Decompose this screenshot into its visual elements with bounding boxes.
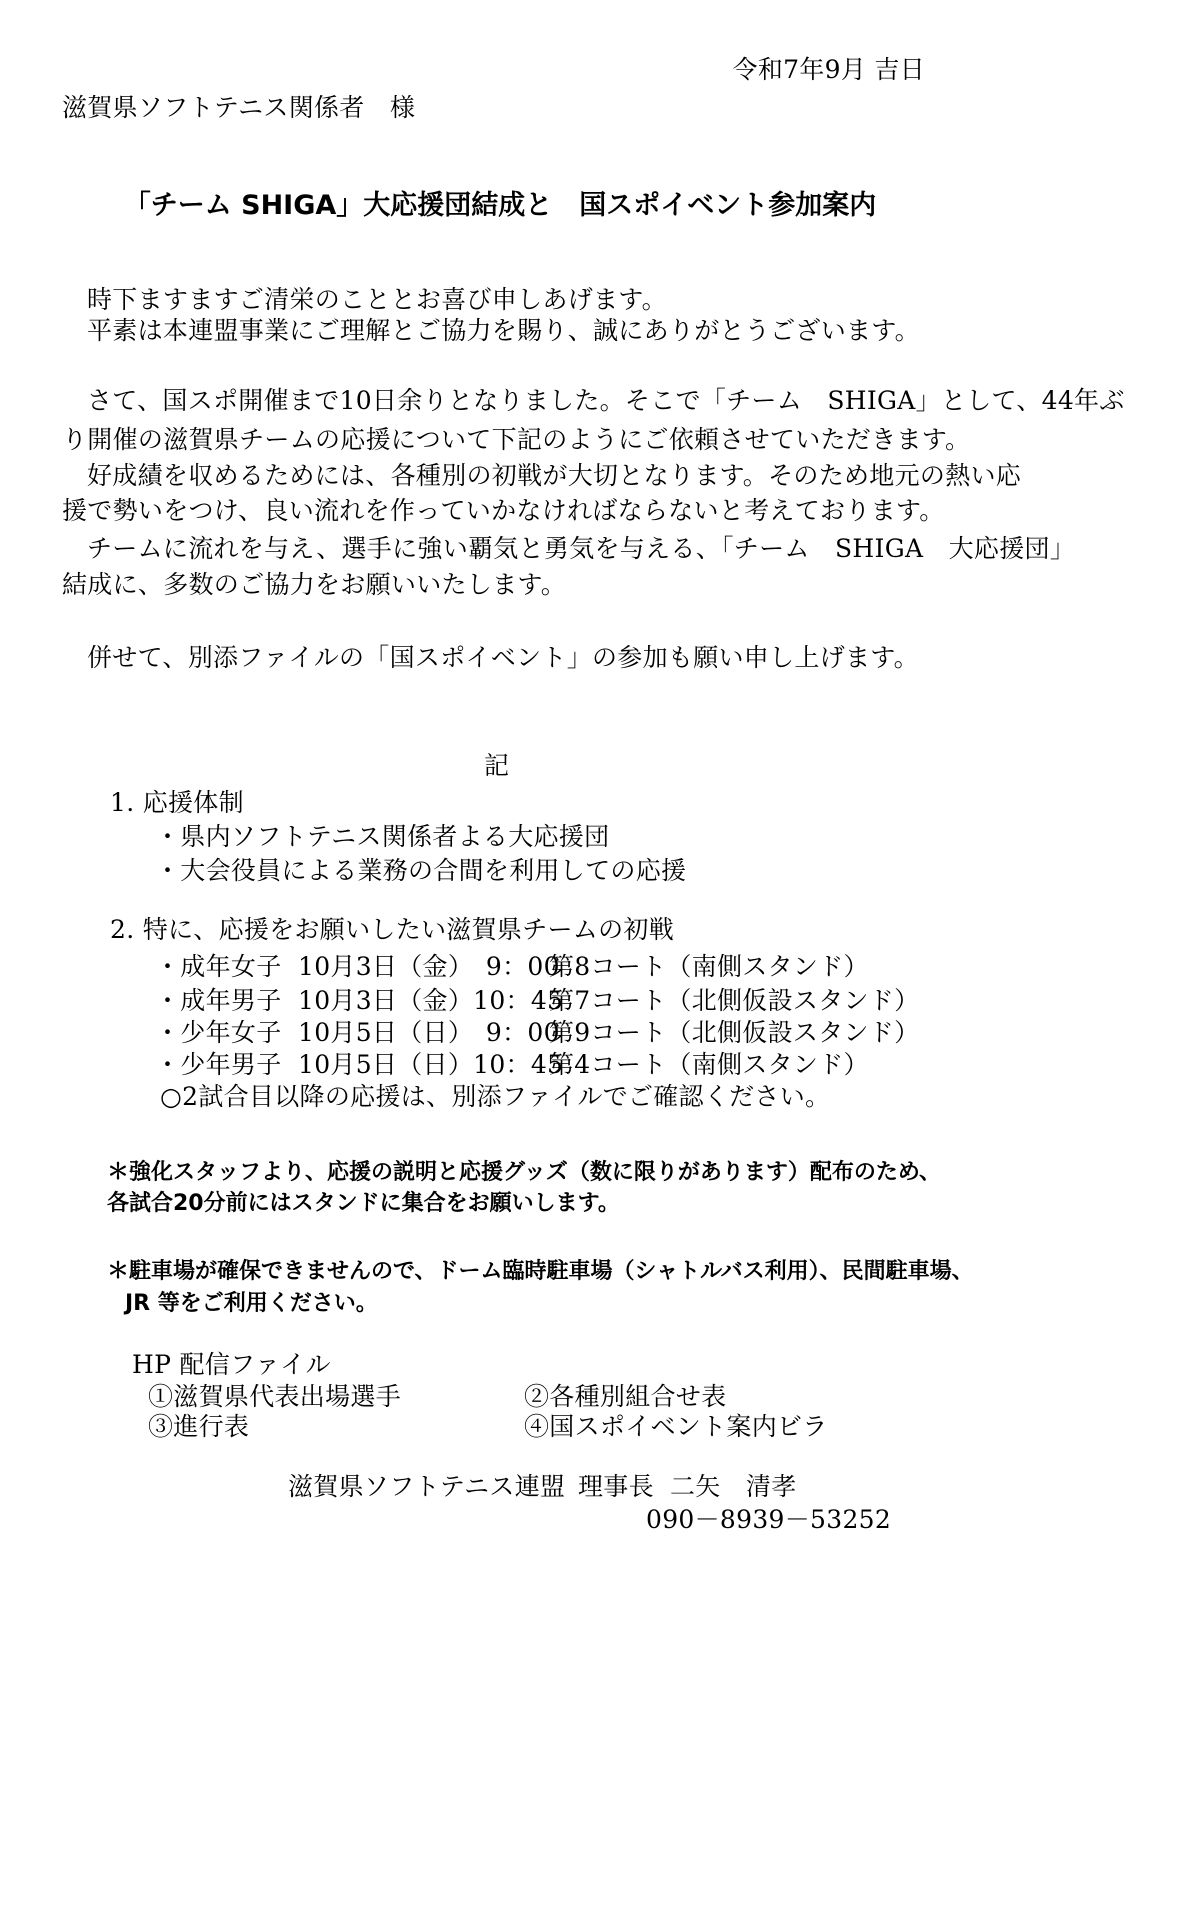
match-datetime: 10月5日（日）10：45 (298, 1050, 564, 1079)
date: 令和7年9月 吉日 (732, 55, 925, 84)
match-category: ・少年女子 (155, 1018, 282, 1047)
document-title: 「チーム SHIGA」大応援団結成と 国スポイベント参加案内 (123, 190, 877, 221)
section-1-item: ・県内ソフトテニス関係者よる大応援団 (155, 822, 610, 851)
greeting-line-2: 平素は本連盟事業にご理解とご協力を賜り、誠にありがとうございます。 (87, 316, 920, 345)
paragraph-1-line-2: り開催の滋賀県チームの応援について下記のようにご依頼させていただきます。 (62, 425, 971, 454)
staff-note-line-1: ＊強化スタッフより、応援の説明と応援グッズ（数に限りがあります）配布のため、 (107, 1160, 942, 1185)
paragraph-2-line-2: 援で勢いをつけ、良い流れを作っていかなければならないと考えております。 (62, 496, 945, 525)
paragraph-4: 併せて、別添ファイルの「国スポイベント」の参加も願い申し上げます。 (87, 643, 919, 672)
parking-note-line-1: ＊駐車場が確保できませんので、ドーム臨時駐車場（シャトルバス利用）、民間駐車場、 (107, 1259, 974, 1284)
match-category: ・少年男子 (155, 1050, 282, 1079)
file-item: ③進行表 (148, 1412, 250, 1441)
signature-role: 理事長 (578, 1472, 654, 1501)
parking-note-line-2: JR 等をご利用ください。 (125, 1291, 378, 1316)
files-heading: HP 配信ファイル (132, 1350, 331, 1379)
section-1-heading: 1. 応援体制 (110, 788, 244, 817)
ki-heading: 記 (484, 751, 510, 780)
file-item: ②各種別組合せ表 (524, 1382, 727, 1411)
paragraph-1-line-1: さて、国スポ開催まで10日余りとなりました。そこで「チーム SHIGA」として、44年ぶ (87, 386, 1125, 415)
section-1-item: ・大会役員による業務の合間を利用しての応援 (155, 856, 687, 885)
paragraph-3-line-1: チームに流れを与え、選手に強い覇気と勇気を与える、「チーム SHIGA 大応援団」 (87, 534, 1076, 563)
file-item: ④国スポイベント案内ビラ (524, 1412, 828, 1441)
signature-name: 二矢 清孝 (670, 1472, 797, 1501)
signature-org: 滋賀県ソフトテニス連盟 (288, 1472, 566, 1501)
section-2-heading: 2. 特に、応援をお願いしたい滋賀県チームの初戦 (110, 915, 675, 944)
match-datetime: 10月3日（金）10：45 (298, 986, 564, 1015)
section-2-note: ○2試合目以降の応援は、別添ファイルでご確認ください。 (160, 1082, 831, 1111)
addressee: 滋賀県ソフトテニス関係者 様 (62, 93, 416, 122)
paragraph-2-line-1: 好成績を収めるためには、各種別の初戦が大切となります。そのため地元の熱い応 (87, 461, 1022, 490)
match-datetime: 10月5日（日） 9：00 (298, 1018, 560, 1047)
match-court: 第4コート（南側スタンド） (549, 1050, 869, 1079)
file-item: ①滋賀県代表出場選手 (148, 1382, 402, 1411)
paragraph-3-line-2: 結成に、多数のご協力をお願いいたします。 (62, 570, 567, 599)
staff-note-line-2: 各試合20分前にはスタンドに集合をお願いします。 (107, 1191, 620, 1216)
match-court: 第8コート（南側スタンド） (549, 952, 869, 981)
match-category: ・成年女子 (155, 952, 282, 981)
match-court: 第7コート（北側仮設スタンド） (549, 986, 920, 1015)
signature-phone: 090－8939－53252 (646, 1505, 892, 1534)
match-datetime: 10月3日（金） 9：00 (298, 952, 560, 981)
match-category: ・成年男子 (155, 986, 282, 1015)
match-court: 第9コート（北側仮設スタンド） (549, 1018, 920, 1047)
greeting-line-1: 時下ますますご清栄のこととお喜び申しあげます。 (87, 285, 667, 314)
